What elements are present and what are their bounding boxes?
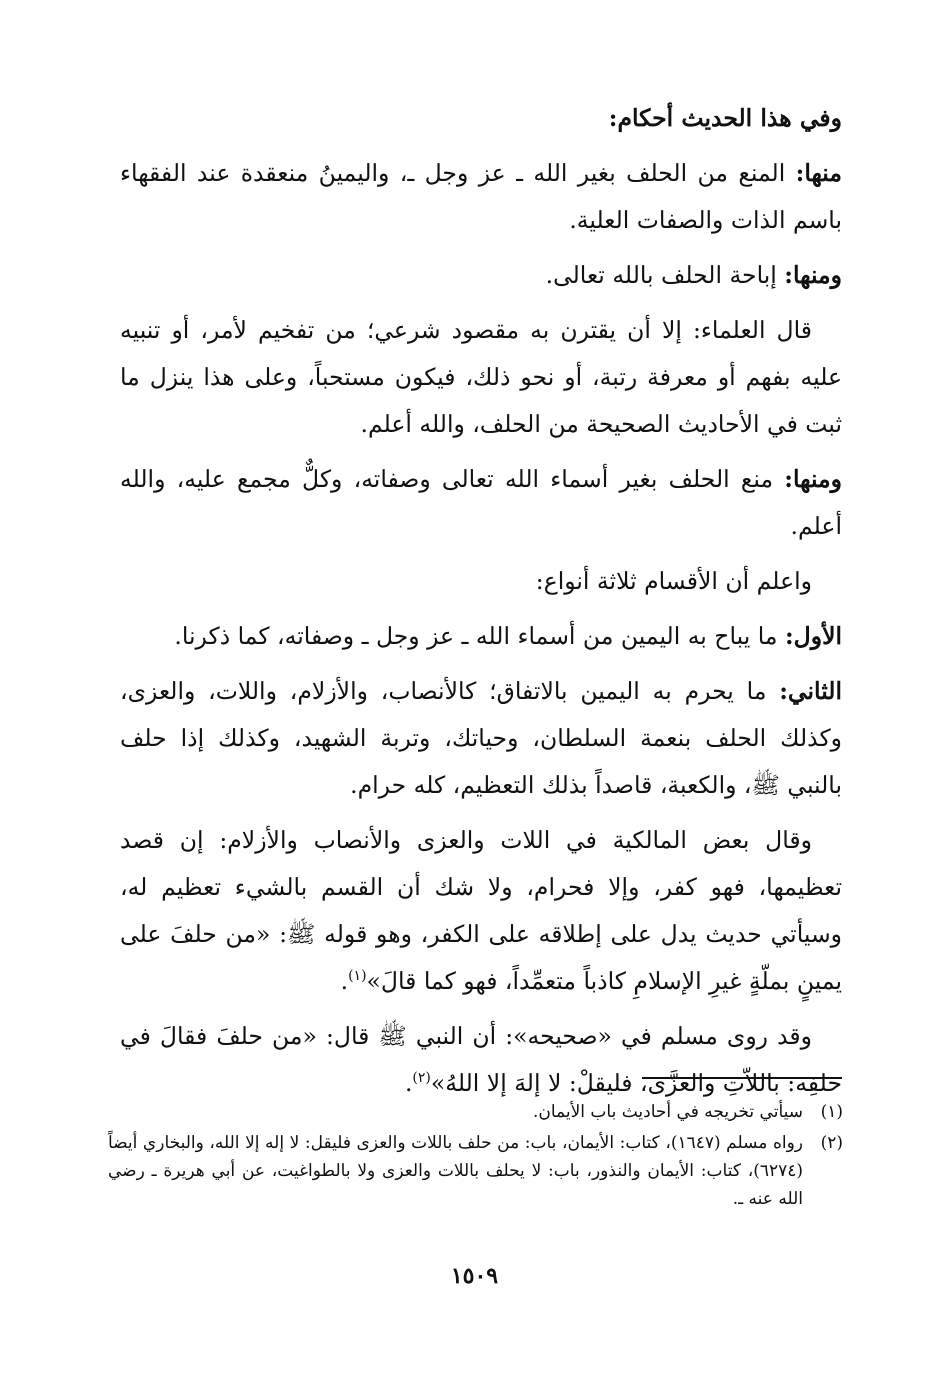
paragraph-text: وقد روى مسلم في «صحيحه»: أن النبي ﷺ قال: «من حلفَ فقالَ في حلفِه: باللاّتِ والعزَّى، فليقلْ: لا إلهَ إلا اللهُ» [120,1022,842,1097]
heading-text: وفي هذا الحديث أحكام: [608,104,842,132]
paragraph-lead: ومنها: [784,261,842,289]
paragraph-lead: الأول: [784,622,842,650]
paragraph-lead: منها: [795,159,842,187]
paragraph-text: قال العلماء: إلا أن يقترن به مقصود شرعي؛ من تفخيم لأمر، أو تنبيه عليه بفهم أو معرفة رتبة، أو نحو ذلك، فيكون مستحباً، وعلى هذا ينزل ما ثبت في الأحاديث الصحيحة من الحلف، والله أعلم. [120,316,842,438]
page-number: ١٥٠٩ [450,1263,499,1289]
paragraph-8 [120,817,842,1005]
paragraph-text: واعلم أن الأقسام ثلاثة أنواع: [535,567,812,595]
section-heading [120,95,842,142]
paragraph-5 [120,558,842,605]
footnote-text: سيأتي تخريجه في أحاديث باب الأيمان. [532,1102,803,1122]
paragraph-text: المنع من الحلف بغير الله ـ عز وجل ـ، واليمينُ منعقدة عند الفقهاء باسم الذات والصفات العلية. [120,159,842,234]
paragraph-4 [120,456,842,550]
paragraph-3 [120,307,842,448]
paragraph-tail: . [404,1069,413,1097]
paragraph-text: منع الحلف بغير أسماء الله تعالى وصفاته، وكلٌّ مجمع عليه، والله أعلم. [120,465,842,540]
paragraph-tail: . [340,967,349,995]
footnote-ref[interactable]: (٢) [412,1070,431,1087]
page-body [120,95,842,1115]
main-text [120,95,842,1107]
paragraph-7 [120,668,842,809]
paragraph-text: ما يباح به اليمين من أسماء الله ـ عز وجل ـ وصفاته، كما ذكرنا. [174,622,785,650]
paragraph-lead: ومنها: [784,465,842,493]
paragraph-6 [120,613,842,660]
footnote-ref[interactable]: (١) [348,968,367,985]
footnote-number: (٢) [820,1133,843,1153]
footnotes [108,1098,843,1216]
paragraph-1 [120,150,842,244]
paragraph-2 [120,252,842,299]
paragraph-text: إباحة الحلف بالله تعالى. [545,261,785,289]
paragraph-text: وقال بعض المالكية في اللات والعزى والأنصاب والأزلام: إن قصد تعظيمها، فهو كفر، وإلا فحرام، ولا شك أن القسم بالشيء تعظيم له، وسيأتي حديث يدل على إطلاقه على الكفر، وهو قوله ﷺ: «من حلفَ على يمينٍ بملّةٍ غيرِ الإسلامِ كاذباً متعمِّداً، فهو كما قالَ» [120,826,842,995]
paragraph-9 [120,1013,842,1107]
footnote-number: (١) [820,1102,843,1122]
footnote-2 [108,1129,843,1213]
footnote-divider [642,1077,842,1079]
paragraph-text: ما يحرم به اليمين بالاتفاق؛ كالأنصاب، والأزلام، واللات، والعزى، وكذلك الحلف بنعمة السلطان، وحياتك، وتربة الشهيد، وكذلك إذا حلف بالنبي ﷺ، والكعبة، قاصداً بذلك التعظيم، كله حرام. [120,677,842,799]
footnote-1 [108,1098,843,1126]
paragraph-lead: الثاني: [779,677,842,705]
footnote-text: رواه مسلم (١٦٤٧)، كتاب: الأيمان، باب: من حلف باللات والعزى فليقل: لا إله إلا الله، والبخاري أيضاً (٦٢٧٤)، كتاب: الأيمان والنذور، باب: لا يحلف باللات والعزى ولا بالطواغيت، عن أبي هريرة ـ رضي الله عنه ـ. [108,1133,803,1209]
